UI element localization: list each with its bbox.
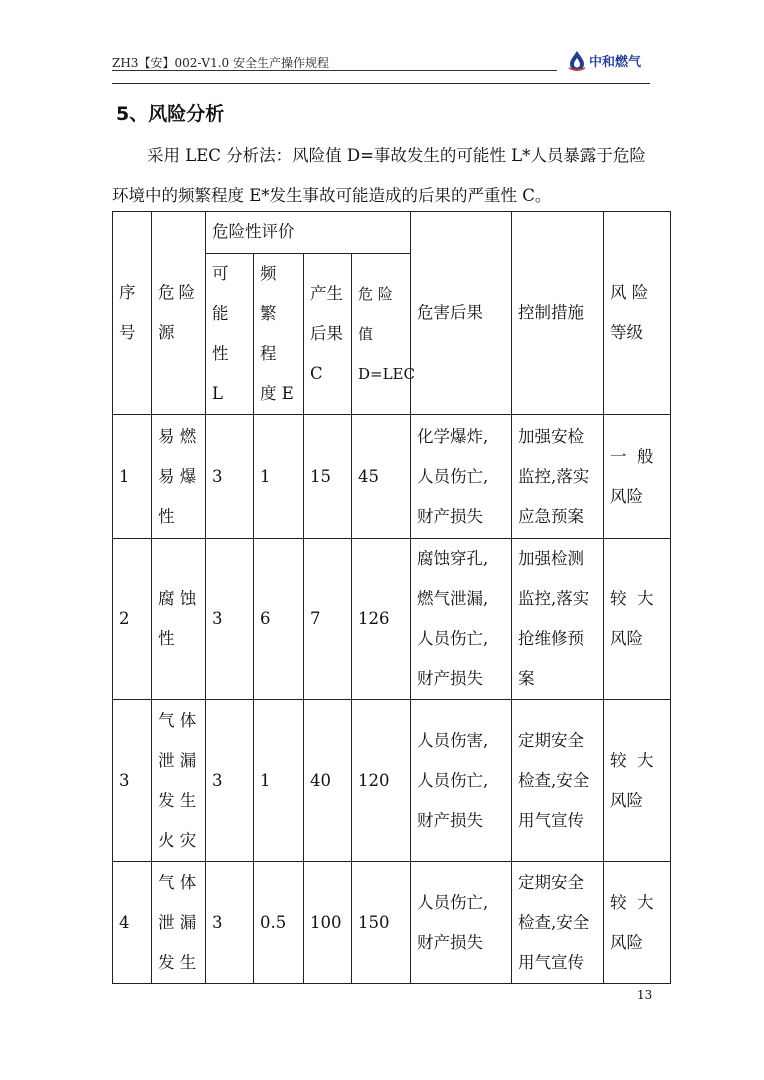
cell-D: 126 <box>352 539 411 700</box>
cell-consequence: 化学爆炸, 人员伤亡, 财产损失 <box>411 415 512 539</box>
cell-consequence: 腐蚀穿孔, 燃气泄漏, 人员伤亡, 财产损失 <box>411 539 512 700</box>
cell-E: 1 <box>254 415 304 539</box>
header-measures: 控制措施 <box>512 212 604 415</box>
header-double-rule <box>112 83 650 84</box>
cell-measures: 定期安全 检查,安全 用气宣传 <box>512 700 604 862</box>
section-title: 5、风险分析 <box>116 103 225 125</box>
cell-hazard: 腐 蚀 性 <box>152 539 206 700</box>
cell-measures: 加强检测 监控,落实 抢维修预 案 <box>512 539 604 700</box>
cell-seq: 3 <box>113 700 152 862</box>
cell-level: 一 般 风险 <box>604 415 671 539</box>
header-level: 风 险 等级 <box>604 212 671 415</box>
cell-hazard: 易 燃 易 爆 性 <box>152 415 206 539</box>
intro-paragraph: 采用 LEC 分析法：风险值 D=事故发生的可能性 L*人员暴露于危险环境中的频繁程度 E*发生事故可能造成的后果的严重性 C。 <box>112 146 646 205</box>
table-row <box>113 539 671 700</box>
cell-hazard: 气 体 泄 漏 发 生 火 灾 <box>152 700 206 862</box>
header-eval-group: 危险性评价 <box>206 212 411 254</box>
flame-drop-icon <box>567 50 587 72</box>
cell-seq: 2 <box>113 539 152 700</box>
table-row <box>113 700 671 862</box>
header-E: 频 繁 程 度 E <box>254 254 304 415</box>
header-D: 危 险 值 D=LEC <box>352 254 411 415</box>
risk-analysis-table <box>112 211 671 984</box>
cell-L: 3 <box>206 415 254 539</box>
cell-C: 40 <box>304 700 352 862</box>
cell-level: 较 大 风险 <box>604 700 671 862</box>
cell-measures: 定期安全 检查,安全 用气宣传 <box>512 862 604 984</box>
cell-D: 120 <box>352 700 411 862</box>
logo-text: 中和燃气 <box>589 55 642 70</box>
header-row-1 <box>113 212 671 254</box>
page-number: 13 <box>637 988 653 1002</box>
company-logo <box>567 50 649 72</box>
cell-C: 100 <box>304 862 352 984</box>
cell-level: 较 大 风险 <box>604 862 671 984</box>
header-rule <box>112 70 557 71</box>
cell-D: 45 <box>352 415 411 539</box>
cell-E: 0.5 <box>254 862 304 984</box>
table-row <box>113 415 671 539</box>
header-L: 可 能 性 L <box>206 254 254 415</box>
cell-consequence: 人员伤亡, 财产损失 <box>411 862 512 984</box>
header-C: 产生 后果 C <box>304 254 352 415</box>
page-header <box>112 50 650 86</box>
cell-C: 7 <box>304 539 352 700</box>
cell-C: 15 <box>304 415 352 539</box>
cell-hazard: 气 体 泄 漏 发 生 <box>152 862 206 984</box>
cell-seq: 1 <box>113 415 152 539</box>
cell-L: 3 <box>206 700 254 862</box>
cell-E: 6 <box>254 539 304 700</box>
cell-level: 较 大 风险 <box>604 539 671 700</box>
cell-L: 3 <box>206 539 254 700</box>
cell-measures: 加强安检 监控,落实 应急预案 <box>512 415 604 539</box>
table-row <box>113 862 671 984</box>
header-consequence: 危害后果 <box>411 212 512 415</box>
header-seq: 序 号 <box>113 212 152 415</box>
cell-D: 150 <box>352 862 411 984</box>
header-hazard: 危险 源 <box>152 212 206 415</box>
cell-seq: 4 <box>113 862 152 984</box>
header-title: ZH3【安】002-V1.0 安全生产操作规程 <box>112 56 329 70</box>
cell-L: 3 <box>206 862 254 984</box>
cell-E: 1 <box>254 700 304 862</box>
cell-consequence: 人员伤害, 人员伤亡, 财产损失 <box>411 700 512 862</box>
